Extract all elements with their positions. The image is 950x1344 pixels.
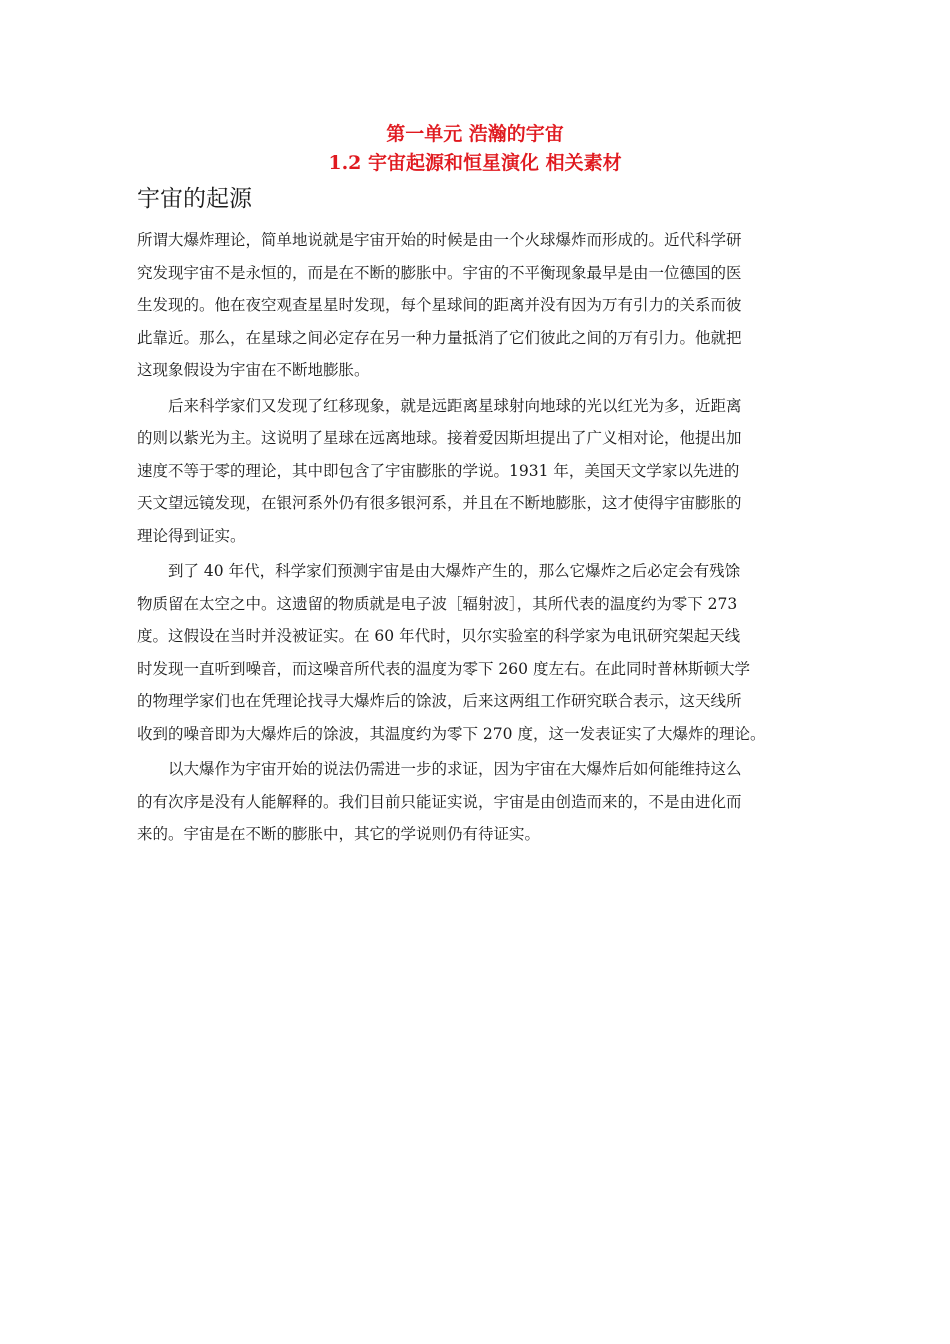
text-line: 时发现一直听到噪音，而这噪音所代表的温度为零下 260 度左右。在此同时普林斯顿大学	[137, 659, 750, 678]
text-line: 后来科学家们又发现了红移现象，就是远距离星球射向地球的光以红光为多，近距离	[137, 396, 742, 415]
text-line: 的有次序是没有人能解释的。我们目前只能证实说，宇宙是由创造而来的，不是由进化而	[137, 792, 742, 811]
text-line: 此靠近。那么，在星球之间必定存在另一种力量抵消了它们彼此之间的万有引力。他就把	[137, 328, 742, 347]
paragraph-4	[137, 753, 827, 851]
section-heading: 宇宙的起源	[137, 186, 252, 212]
paragraph-2	[137, 390, 827, 553]
article-body	[137, 224, 827, 851]
text-line: 收到的噪音即为大爆炸后的馀波，其温度约为零下 270 度，这一发表证实了大爆炸的理论。	[137, 724, 766, 743]
document-title	[0, 120, 950, 178]
paragraph-1	[137, 224, 827, 387]
text-line: 这现象假设为宇宙在不断地膨胀。	[137, 361, 370, 379]
text-line: 速度不等于零的理论，其中即包含了宇宙膨胀的学说。1931 年，美国天文学家以先进的	[137, 461, 740, 480]
text-line: 度。这假设在当时并没被证实。在 60 年代时，贝尔实验室的科学家为电讯研究架起天线	[137, 627, 741, 645]
text-line: 的物理学家们也在凭理论找寻大爆炸后的馀波，后来这两组工作研究联合表示，这天线所	[137, 692, 742, 710]
text-line: 以大爆作为宇宙开始的说法仍需进一步的求证，因为宇宙在大爆炸后如何能维持这么	[137, 760, 742, 778]
text-line: 所谓大爆炸理论，简单地说就是宇宙开始的时候是由一个火球爆炸而形成的。近代科学研	[137, 231, 742, 249]
paragraph-3	[137, 555, 827, 750]
text-line: 理论得到证实。	[137, 526, 246, 545]
unit-title: 第一单元 浩瀚的宇宙	[386, 123, 564, 145]
text-line: 来的。宇宙是在不断的膨胀中，其它的学说则仍有待证实。	[137, 825, 541, 843]
text-line: 物质留在太空之中。这遗留的物质就是电子波［辐射波］，其所代表的温度约为零下 273	[137, 594, 738, 613]
lesson-title: 1.2 宇宙起源和恒星演化 相关素材	[328, 152, 622, 174]
text-line: 到了 40 年代，科学家们预测宇宙是由大爆炸产生的，那么它爆炸之后必定会有残馀	[137, 562, 741, 580]
text-line: 究发现宇宙不是永恒的，而是在不断的膨胀中。宇宙的不平衡现象最早是由一位德国的医	[137, 263, 742, 282]
text-line: 生发现的。他在夜空观查星星时发现，每个星球间的距离并没有因为万有引力的关系而彼	[137, 296, 742, 314]
text-line: 的则以紫光为主。这说明了星球在远离地球。接着爱因斯坦提出了广义相对论，他提出加	[137, 429, 742, 447]
text-line: 天文望远镜发现，在银河系外仍有很多银河系，并且在不断地膨胀，这才使得宇宙膨胀的	[137, 494, 742, 512]
